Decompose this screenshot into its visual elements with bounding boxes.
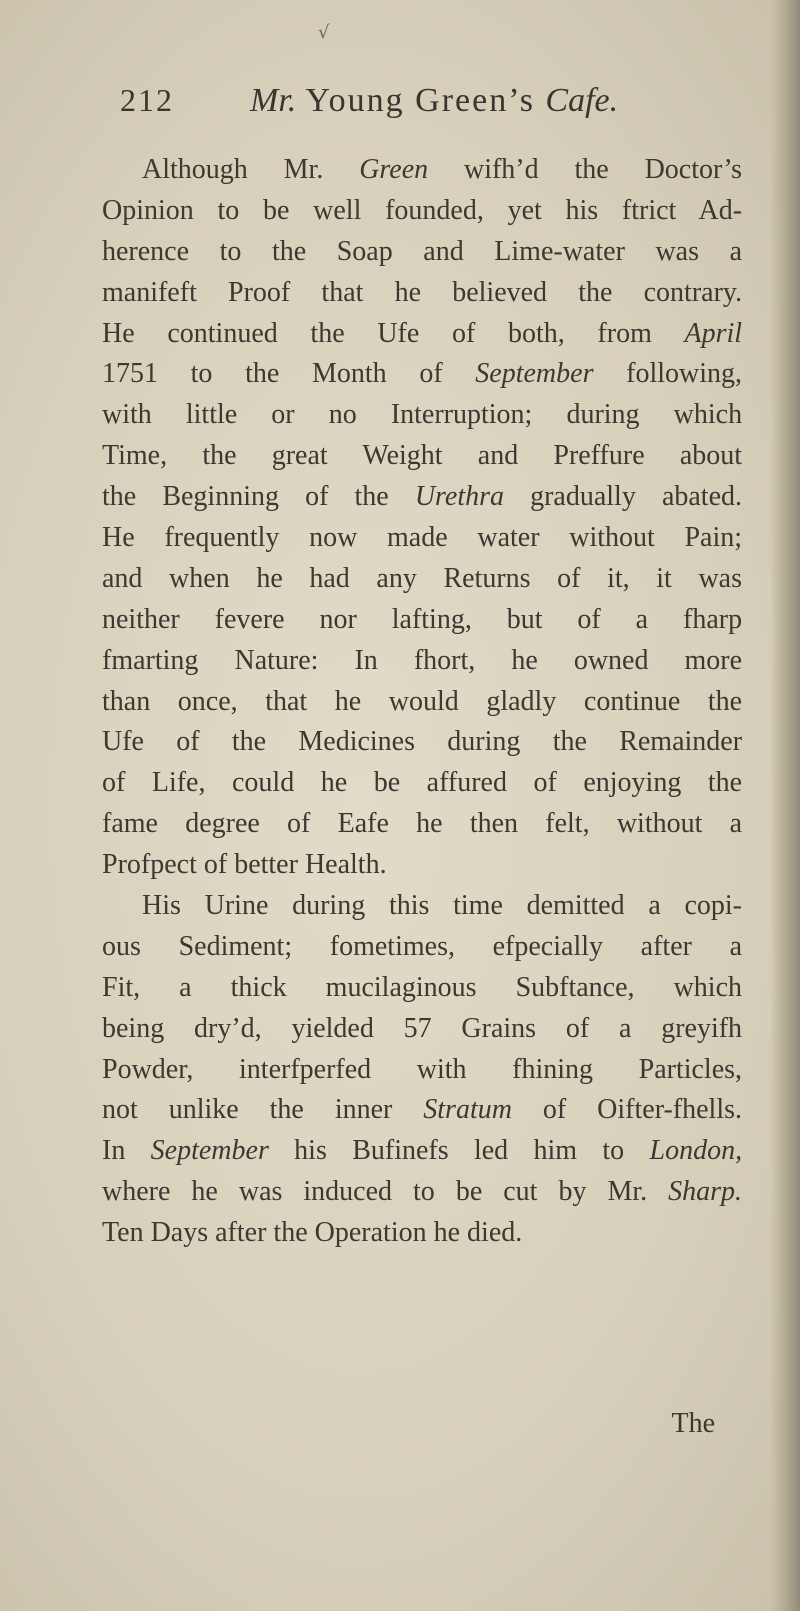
- text-line: Opinion to be well founded, yet his ftrict Ad-: [102, 194, 743, 226]
- running-head: Mr. Young Green’s Cafe.: [250, 82, 619, 119]
- text-line: His Urine during this time demitted a copi-: [142, 890, 742, 922]
- text-line: than once, that he would gladly continue the: [102, 685, 743, 717]
- text-line: manifeft Proof that he believed the contrary.: [102, 276, 743, 308]
- text-line: Fit, a thick mucilaginous Subftance, which: [102, 971, 743, 1003]
- text-line: He frequently now made water without Pain;: [102, 522, 743, 554]
- text-line: He continued the Ufe of both, from April: [102, 317, 743, 349]
- page-number: 212: [120, 82, 174, 118]
- text-line: of Life, could he be affured of enjoying the: [102, 767, 743, 799]
- page-edge-shadow: [770, 0, 800, 1611]
- text-line: being dry’d, yielded 57 Grains of a greyifh: [102, 1012, 743, 1044]
- text-line: fmarting Nature: In fhort, he owned more: [102, 644, 743, 676]
- text-line: Profpect of better Health.: [102, 849, 387, 881]
- text-line: with little or no Interruption; during which: [102, 399, 743, 431]
- text-line: ous Sediment; fometimes, efpecially after a: [102, 930, 743, 962]
- text-line: neither fevere nor lafting, but of a fharp: [102, 603, 743, 635]
- text-line: herence to the Soap and Lime-water was a: [102, 235, 742, 267]
- text-line: Ufe of the Medicines during the Remainder: [102, 726, 743, 758]
- text-line: not unlike the inner Stratum of Oifter-fhells.: [102, 1094, 742, 1126]
- text-line: where he was induced to be cut by Mr. Sharp.: [102, 1176, 743, 1208]
- catchword: The: [671, 1408, 715, 1439]
- text-line: the Beginning of the Urethra gradually abated.: [102, 481, 742, 513]
- text-line: and when he had any Returns of it, it was: [102, 562, 742, 594]
- ink-mark: √: [318, 22, 330, 43]
- text-line: Powder, interfperfed with fhining Particles,: [102, 1053, 743, 1085]
- page-header: [120, 82, 740, 132]
- text-line: Time, the great Weight and Preffure about: [102, 440, 743, 472]
- body-text: [102, 150, 742, 1254]
- text-line: In September his Bufinefs led him to London,: [102, 1135, 743, 1167]
- text-line: 1751 to the Month of September following,: [102, 358, 743, 390]
- text-line: Although Mr. Green wifh’d the Doctor’s: [142, 154, 743, 185]
- text-line: fame degree of Eafe he then felt, without a: [102, 808, 743, 840]
- text-line: Ten Days after the Operation he died.: [102, 1217, 523, 1249]
